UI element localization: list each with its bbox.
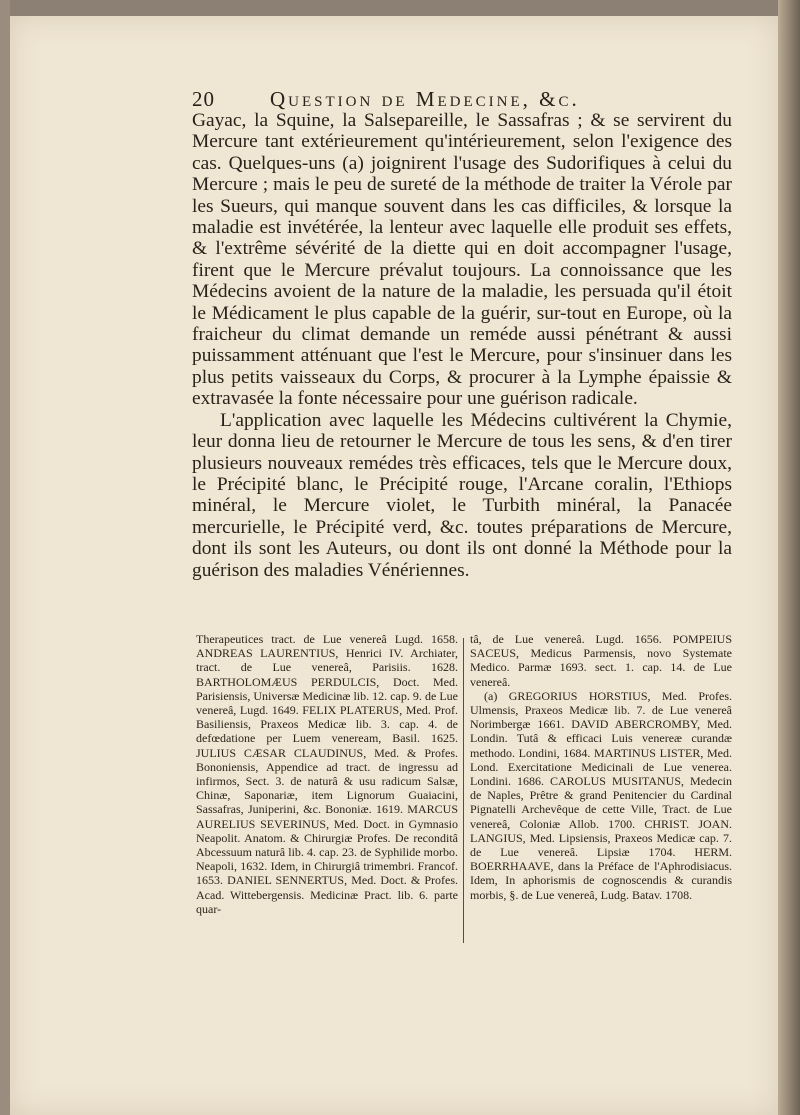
footnote-column-right xyxy=(470,632,732,902)
paragraph-2: L'application avec laquelle les Médecins cultivérent la Chymie, leur donna lieu de retourner le Mercure de tous les sens, & d'en tirer plusieurs nouveaux remédes très efficaces, tels que le Mercure doux, le Précipité blanc, le Précipité rouge, l'Arcane coralin, l'Ethiops minéral, le Mercure violet, le Turbith minéral, la Panacée mercurielle, le Précipité verd, &c. toutes préparations de Mercure, dont ils sont les Auteurs, ou dont ils ont donné la Méthode pour la guérison des maladies Vénériennes. xyxy=(192,409,732,581)
footnote-column-left xyxy=(196,632,458,916)
paragraph-1: Gayac, la Squine, la Salsepareille, le Sassafras ; & se servirent du Mercure tant extérieurement qu'intérieurement, selon l'exigence des cas. Quelques-uns (a) joignirent l'usage des Sudorifiques à celui du Mercure ; mais le peu de sureté de la méthode de traiter la Vérole par les Sueurs, qui manque souvent dans les cas difficiles, & lorsque la maladie est invétérée, la lenteur avec laquelle elle produit ses effets, & l'extrême sévérité de la diette qui en doit accompagner l'usage, firent que le Mercure prévalut toujours. La connoissance que les Médecins avoient de la nature de la maladie, les persuada qu'il étoit le Médicament le plus capable de la guérir, sur-tout en Europe, où la fraicheur du climat demande un reméde aussi pénétrant & aussi puissamment atténuant que l'est le Mercure, pour s'insinuer dans les plus petits vaisseaux du Corps, & procurer à la Lymphe épaissie & extravasée la fonte nécessaire pour une guérison radicale. xyxy=(192,110,732,410)
page-edge-shadow xyxy=(778,0,800,1115)
main-text xyxy=(192,110,732,581)
footnote-a: (a) GREGORIUS HORSTIUS, Med. Profes. Ulmensis, Praxeos Medicæ lib. 7. de Lue venereâ Norimbergæ 1661. DAVID ABERCROMBY, Med. Londin. Tutâ & efficaci Luis venereæ curandæ methodo. Londini, 1684. MARTINUS LISTER, Med. Lond. Exercitatione Medicinali de Lue venerea. Londini. 1686. CAROLUS MUSITANUS, Medecin de Naples, Prêtre & grand Penitencier du Cardinal Pignatelli Archevêque de cette Ville, Tract. de Lue venereâ, Coloniæ Allob. 1700. CHRIST. JOAN. LANGIUS, Med. Lipsiensis, Praxeos Medicæ cap. 7. de Lue venereâ. Lipsiæ 1704. HERM. BOERRHAAVE, dans la Préface de l'Aphrodisiacus. Idem, In aphorismis de cognoscendis & curandis morbis, §. de Lue venereâ, Ludg. Batav. 1708. xyxy=(470,688,732,902)
footnote-continuation: tâ, de Lue venereâ. Lugd. 1656. POMPEIUS SACEUS, Medicus Parmensis, novo Systemate Medico. Parmæ 1693. sect. 1. cap. 14. de Lue venereâ. xyxy=(470,632,732,689)
binding-edge xyxy=(0,0,10,1115)
footnotes xyxy=(196,632,734,952)
column-divider xyxy=(463,638,464,943)
footnote-left-text: Therapeutices tract. de Lue venereâ Lugd. 1658. ANDREAS LAURENTIUS, Henrici IV. Archiater, tract. de Lue venereâ, Parisiis. 1628. BARTHOLOMÆUS PERDULCIS, Doct. Med. Parisiensis, Universæ Medicinæ lib. 12. cap. 9. de Lue venereâ, Lugd. 1649. FELIX PLATERUS, Med. Prof. Basiliensis, Praxeos Medicæ lib. 3. cap. 4. de defœdatione per Luem veneream, Basil. 1625. JULIUS CÆSAR CLAUDINUS, Med. & Profes. Bononiensis, Appendice ad tract. de ingressu ad infirmos, Sect. 3. de naturâ & usu radicum Salsæ, Chinæ, Saponariæ, item Lignorum Guaiacini, Sassafras, Juniperini, &c. Bononiæ. 1619. MARCUS AURELIUS SEVERINUS, Med. Doct. in Gymnasio Neapolit. Anatom. & Chirurgiæ Profes. De reconditâ Abcessuum naturâ lib. 4. cap. 23. de Syphilide morbo. Neapoli, 1632. Idem, in Chirurgiâ trimembri. Francof. 1653. DANIEL SENNERTUS, Med. Doct. & Profes. Acad. Wittebergensis. Medicinæ Pract. lib. 6. parte quar- xyxy=(196,632,458,916)
running-title: Question de Medecine, &c. xyxy=(270,87,580,111)
page-number: 20 xyxy=(192,87,215,111)
